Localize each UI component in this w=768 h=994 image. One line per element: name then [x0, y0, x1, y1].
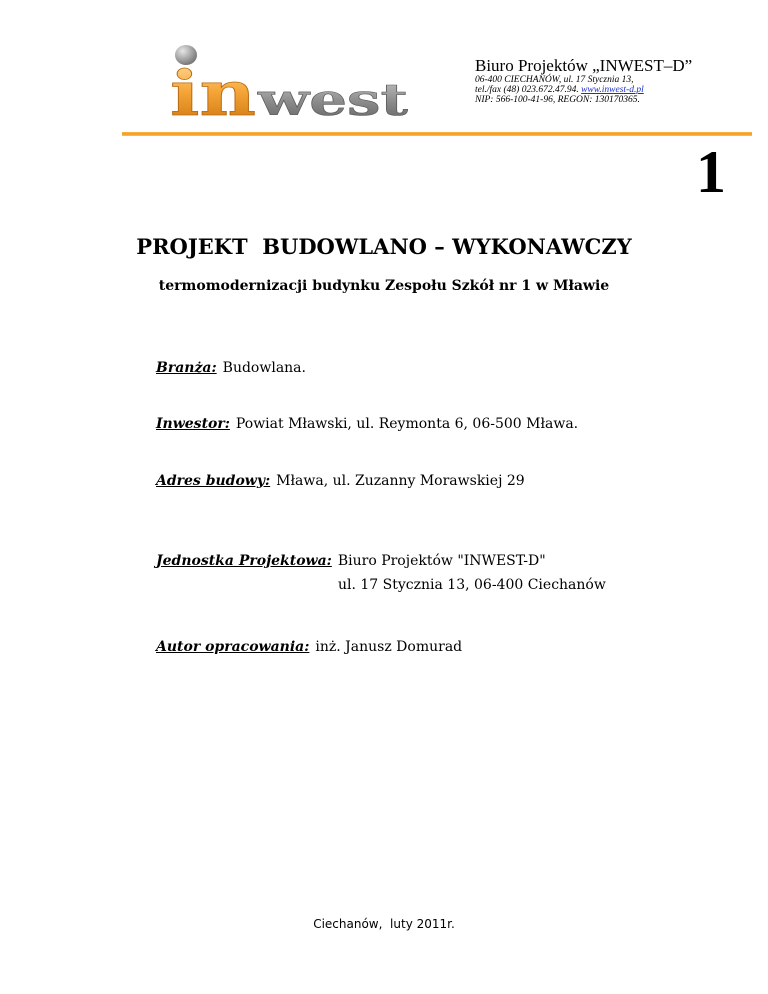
- footer-place-date: Ciechanów, luty 2011r.: [313, 917, 455, 931]
- company-name: Biuro Projektów „INWEST–D”: [475, 56, 693, 75]
- field-inwestor: [156, 416, 578, 432]
- company-contact: [475, 85, 692, 95]
- field-inwestor-value: Powiat Mławski, ul. Reymonta 6, 06-500 Mława.: [235, 416, 579, 432]
- company-phone: tel./fax (48) 023.672.47.94.: [475, 85, 579, 95]
- field-branza-value: Budowlana.: [222, 360, 306, 376]
- field-branza-label: Branża:: [156, 360, 217, 376]
- field-adres-label: Adres budowy:: [156, 473, 271, 489]
- field-branza: [156, 360, 306, 376]
- field-jednostka-projektowa: [156, 553, 546, 569]
- company-info: [475, 57, 692, 105]
- inwest-logo: [166, 38, 412, 120]
- field-jednostka-label: Jednostka Projektowa:: [156, 553, 332, 569]
- field-autor-label: Autor opracowania:: [156, 639, 310, 655]
- field-adres-value: Mława, ul. Zuzanny Morawskiej 29: [276, 473, 525, 489]
- field-inwestor-label: Inwestor:: [156, 416, 230, 432]
- document-subtitle: termomodernizacji budynku Zespołu Szkół nr 1 w Mławie: [158, 278, 610, 294]
- field-jednostka-address: ul. 17 Stycznia 13, 06-400 Ciechanów: [338, 577, 606, 593]
- field-jednostka-value: Biuro Projektów "INWEST-D": [337, 553, 546, 569]
- header-divider: [122, 132, 752, 136]
- company-ids: NIP: 566-100-41-96, REGON: 130170365.: [475, 95, 640, 105]
- company-website-link[interactable]: www.inwest-d.pl: [581, 85, 644, 95]
- field-autor-value: inż. Janusz Domurad: [315, 639, 463, 655]
- logo-text-west: west: [256, 75, 409, 120]
- page-number: 1: [696, 139, 726, 205]
- field-autor: [156, 639, 462, 655]
- company-address: 06-400 CIECHANÓW, ul. 17 Stycznia 13,: [475, 75, 634, 85]
- field-adres-budowy: [156, 473, 525, 489]
- logo-text-in: in: [170, 57, 256, 120]
- document-title: PROJEKT BUDOWLANO – WYKONAWCZY: [136, 234, 632, 259]
